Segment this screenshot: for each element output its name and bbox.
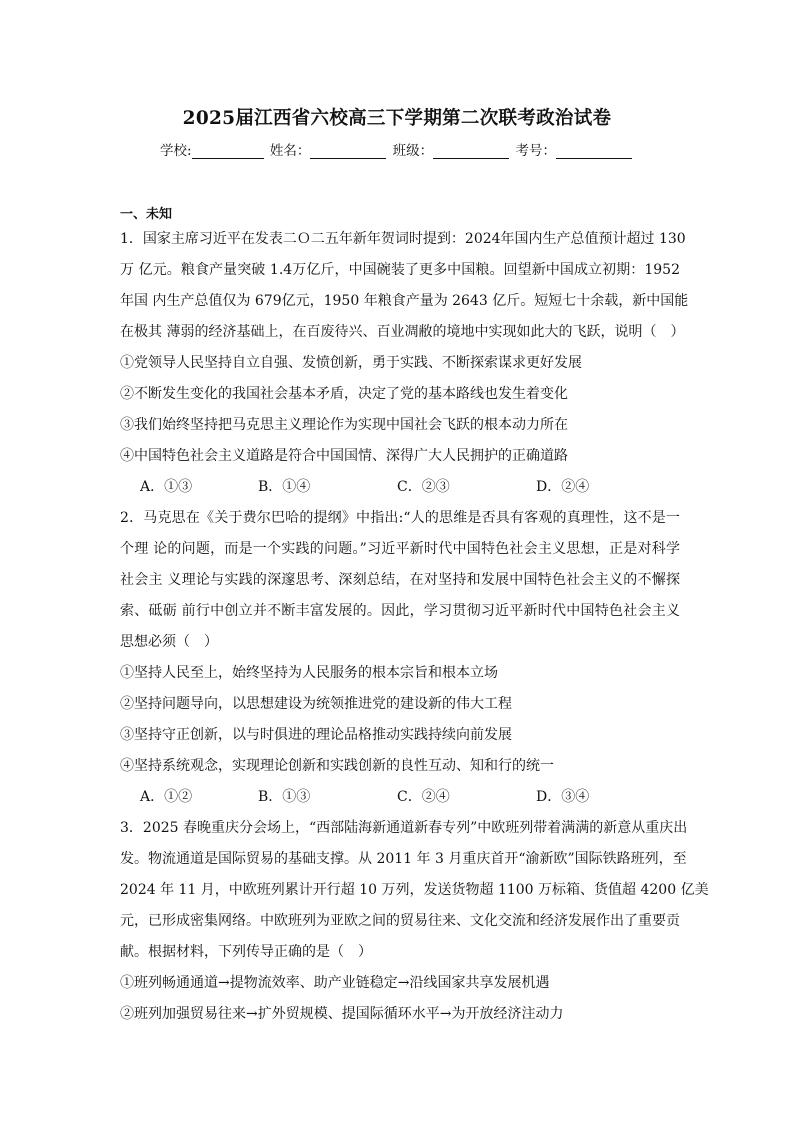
question-stem-line: 2024 年 11 月，中欧班列累计开行超 10 万列，发送货物超 1100 万标箱、货值超 4200 亿美 [120,882,709,898]
question-stem-line: 社会主 义理论与实践的深邃思考、深刻总结，在对坚持和发展中国特色社会主义的不懈探 [120,572,680,588]
statement-3: ③我们始终坚持把马克思主义理论作为实现中国社会飞跃的根本动力所在 [120,417,568,433]
option-a[interactable]: A．①② [140,789,193,805]
question-stem-line: 年国 内生产总值仅为 679亿元，1950 年粮食产量为 2643 亿斤。短短七十余载，新中国能 [120,293,689,309]
school-blank[interactable] [192,144,264,159]
question-2 [120,503,680,813]
question-stem-line: 发。物流通道是国际贸易的基础支撑。从 2011 年 3 月重庆首开“渝新欧”国际铁路班列，至 [120,851,687,867]
statement-2: ②坚持问题导向，以思想建设为统领推进党的建设新的伟大工程 [120,696,512,712]
statement-4: ④中国特色社会主义道路是符合中国国情、深得广大人民拥护的正确道路 [120,448,568,464]
question-stem-line: 元，已形成密集网络。中欧班列为亚欧之间的贸易往来、文化交流和经济发展作出了重要贡 [120,913,680,929]
question-stem-line: 2．马克思在《关于费尔巴哈的提纲》中指出:“人的思维是否具有客观的真理性，这不是一 [120,510,680,526]
class-label: 班级： [392,143,434,159]
question-stem-line: 思想必须（ ） [120,634,218,650]
name-blank[interactable] [310,144,386,159]
option-d[interactable]: D．③④ [536,789,590,805]
statement-2: ②不断发生变化的我国社会基本矛盾，决定了党的基本路线也发生着变化 [120,386,568,402]
student-info-line [0,139,794,159]
question-stem-line: 3．2025 春晚重庆分会场上，“西部陆海新通道新春专列”中欧班列带着满满的新意从重庆出 [120,820,688,836]
exam-number-field [515,139,634,159]
question-stem-line: 在极其 薄弱的经济基础上，在百废待兴、百业凋敝的境地中实现如此大的飞跃，说明（ ） [120,324,685,340]
question-3 [120,813,709,1030]
option-d[interactable]: D．②④ [536,479,590,495]
answer-options [120,472,680,503]
school-field [160,139,266,159]
statement-4: ④坚持系统观念，实现理论创新和实践创新的良性互动、知和行的统一 [120,758,554,774]
option-b[interactable]: B．①④ [258,479,311,495]
statement-3: ③坚持守正创新，以与时俱进的理论品格推动实践持续向前发展 [120,727,512,743]
question-1 [120,224,689,503]
question-stem-line: 索、砥砺 前行中创立并不断丰富发展的。因此，学习贯彻习近平新时代中国特色社会主义 [120,603,680,619]
class-field [393,139,512,159]
class-blank[interactable] [433,144,509,159]
statement-2: ②班列加强贸易往来→扩外贸规模、提国际循环水平→为开放经济注动力 [120,1006,564,1022]
option-a[interactable]: A．①③ [140,479,193,495]
exam-title: 2025届江西省六校高三下学期第二次联考政治试卷 [182,108,612,129]
question-stem-line: 献。根据材料，下列传导正确的是（ ） [120,944,372,960]
questions-body [120,224,709,1030]
name-field [270,139,389,159]
question-stem-line: 个理 论的问题，而是一个实践的问题。”习近平新时代中国特色社会主义思想，正是对科学 [120,541,680,557]
question-stem-line: 万 亿元。粮食产量突破 1.4万亿斤，中国碗装了更多中国粮。回望新中国成立初期：1952 [120,262,680,278]
exam-number-blank[interactable] [556,144,632,159]
section-title: 一、未知 [120,207,173,222]
school-label: 学校: [160,143,192,159]
option-c[interactable]: C．②③ [397,479,450,495]
statement-1: ①班列畅通通道→提物流效率、助产业链稳定→沿线国家共享发展机遇 [120,975,550,991]
statement-1: ①坚持人民至上，始终坚持为人民服务的根本宗旨和根本立场 [120,665,498,681]
option-c[interactable]: C．②④ [397,789,450,805]
exam-number-label: 考号： [515,143,556,159]
name-label: 姓名： [269,143,311,159]
option-b[interactable]: B．①③ [258,789,311,805]
question-stem-line: 1．国家主席习近平在发表二Ｏ二五年新年贺词时提到：2024年国内生产总值预计超过 130 [120,231,686,247]
statement-1: ①党领导人民坚持自立自强、发愤创新，勇于实践、不断探索谋求更好发展 [120,355,582,371]
answer-options [120,782,680,813]
